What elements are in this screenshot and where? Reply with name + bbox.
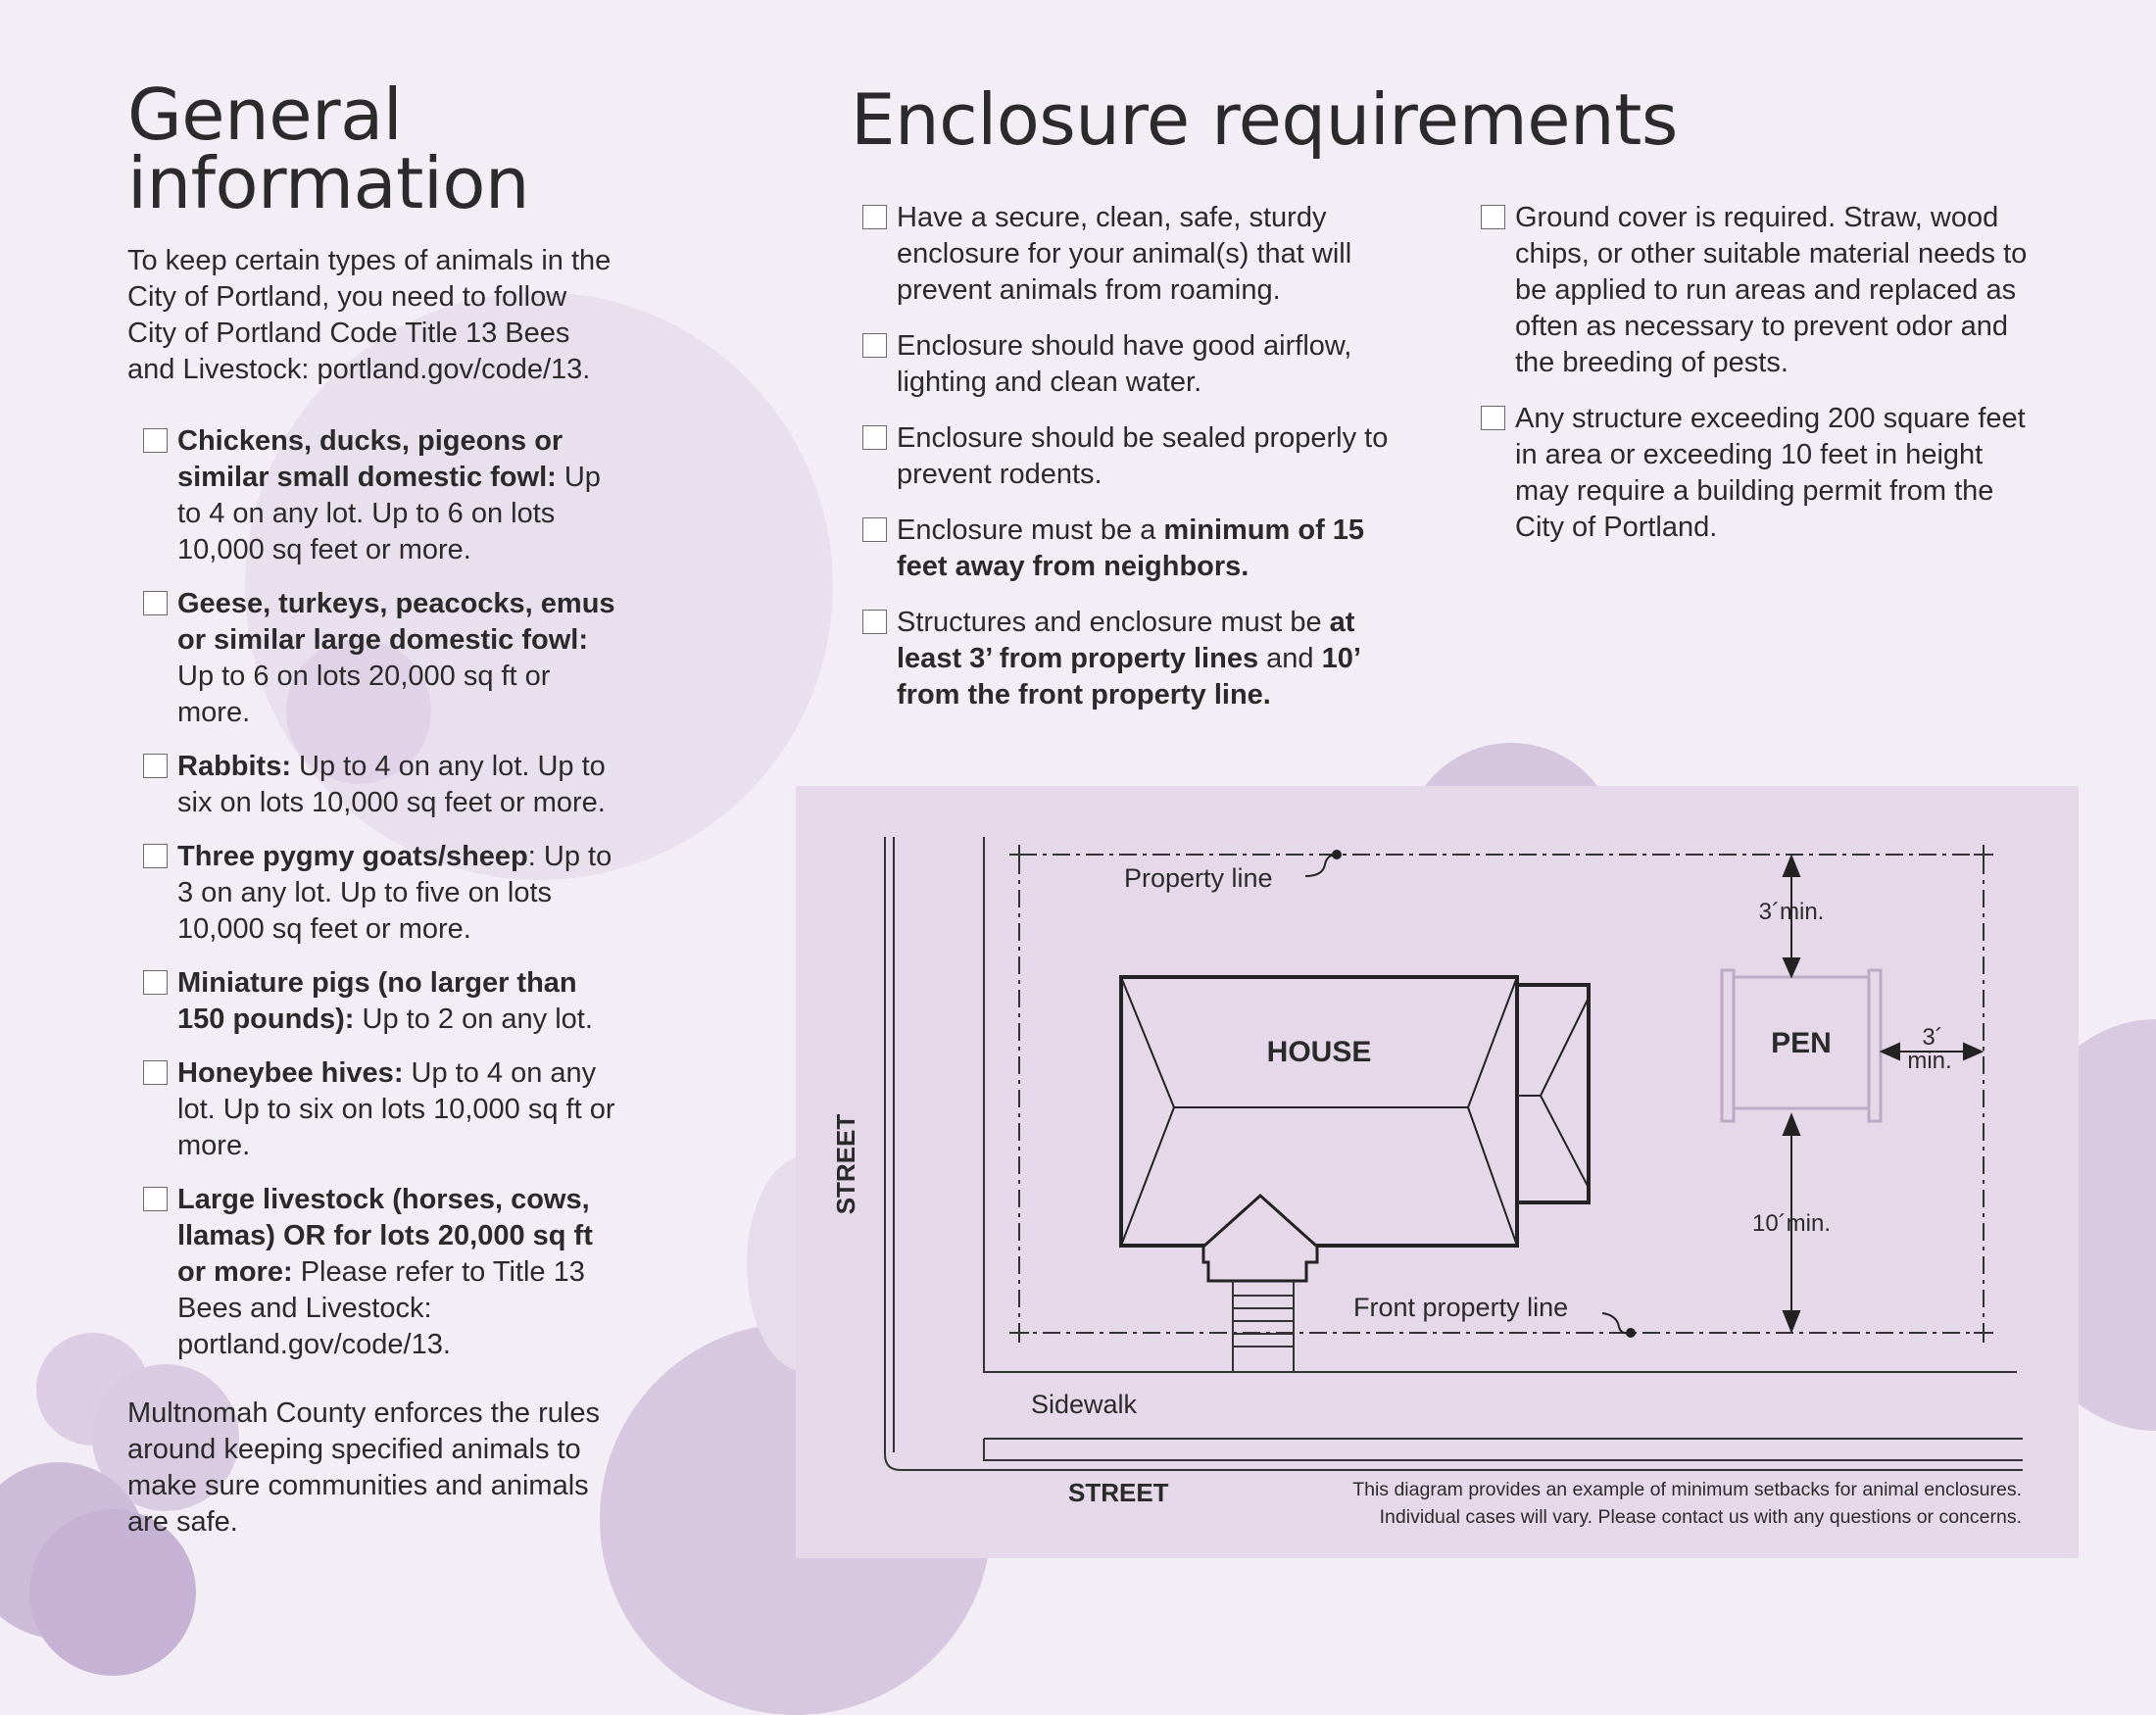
front-property-line-label: Front property line <box>1353 1293 1569 1322</box>
corner-mark <box>1974 845 1993 864</box>
checkbox-icon[interactable] <box>143 1187 168 1211</box>
checkbox-icon[interactable] <box>143 844 168 868</box>
item-text: Enclosure should be sealed properly to prevent rodents. <box>897 422 1389 490</box>
list-item <box>127 1055 625 1164</box>
item-bold-text: 10’ from the front property line. <box>897 643 1360 710</box>
sidewalk-edge-line <box>984 1439 2023 1460</box>
item-text: Have a secure, clean, safe, sturdy enclosure for your animal(s) that will prevent animals from roaming. <box>897 202 1352 306</box>
property-line-label: Property line <box>1124 863 1273 893</box>
item-bold-text: at least 3’ from property lines <box>897 607 1355 674</box>
list-item <box>1465 401 2034 546</box>
item-text: Up to 2 on any lot. <box>354 1004 593 1035</box>
street-curb-line <box>885 837 2023 1470</box>
leader-lines <box>1305 855 1631 1333</box>
item-bold-label: Honeybee hives: <box>177 1057 404 1089</box>
property-line-dot <box>1332 850 1342 859</box>
checkbox-icon[interactable] <box>143 970 168 995</box>
corner-mark <box>1009 845 1029 864</box>
item-text: : Up to 3 on any lot. Up to five on lots 10,000 sq feet or more. <box>177 841 612 945</box>
general-information-heading <box>127 74 676 224</box>
item-text: Ground cover is required. Straw, wood chips, or other suitable material needs to be applied to run areas and replaced as often as necessary to prevent odor and the breeding of pests. <box>1515 202 2028 378</box>
item-text: Up to 4 on any lot. Up to six on lots 10,000 sq feet or more. <box>177 751 606 818</box>
item-text: Any structure exceeding 200 square feet in area or exceeding 10 feet in height may require a building permit from the City of Portland. <box>1515 403 2026 543</box>
item-text: Enclosure should have good airflow, lighting and clean water. <box>897 330 1352 398</box>
pen-label: PEN <box>1771 1027 1832 1059</box>
sidewalk-label: Sidewalk <box>1031 1390 1138 1419</box>
enclosure-requirements-heading: Enclosure requirements <box>851 78 1678 161</box>
list-item <box>1465 200 2034 381</box>
list-item <box>127 749 625 821</box>
item-bold-label: Large livestock (horses, cows, llamas) OR for lots 20,000 sq ft or more: <box>177 1184 593 1288</box>
note-line: This diagram provides an example of minimum setbacks for animal enclosures. <box>1352 1479 2022 1500</box>
item-text: Structures and enclosure must be <box>897 607 1330 638</box>
item-text: Up to 6 on lots 20,000 sq ft or more. <box>177 661 551 728</box>
checkbox-icon[interactable] <box>862 333 887 358</box>
item-bold-label: Geese, turkeys, peacocks, emus or similar large domestic fowl: <box>177 588 615 656</box>
list-item <box>847 605 1396 713</box>
list-item <box>847 328 1396 401</box>
checkbox-icon[interactable] <box>862 610 887 634</box>
list-item <box>127 839 625 948</box>
list-item <box>127 965 625 1038</box>
top-setback-label: 3´min. <box>1758 899 1825 925</box>
checkbox-icon[interactable] <box>143 1060 168 1085</box>
list-item <box>847 420 1396 493</box>
item-text: Up to 4 on any lot. Up to 6 on lots 10,000 sq feet or more. <box>177 462 601 565</box>
checkbox-icon[interactable] <box>143 591 168 615</box>
list-item <box>127 586 625 731</box>
house-entry <box>1203 1196 1317 1281</box>
front-setback-label: 10´min. <box>1751 1210 1832 1237</box>
item-text: Enclosure must be a <box>897 514 1164 546</box>
list-item <box>127 423 625 568</box>
item-text: Up to 4 on any lot. Up to six on lots 10,000 sq ft or more. <box>177 1057 615 1161</box>
animal-limits-list <box>127 423 625 1381</box>
setback-diagram-svg <box>796 786 2079 1558</box>
closing-paragraph: Multnomah County enforces the rules around keeping specified animals to make sure communities and animals are safe. <box>127 1397 600 1538</box>
corner-mark <box>1974 1323 1993 1343</box>
item-bold-text: minimum of 15 feet away from neighbors. <box>897 514 1365 582</box>
heading-line: information <box>127 142 530 224</box>
house-outline <box>1121 977 1589 1305</box>
item-bold-label: Miniature pigs (no larger than 150 pounds): <box>177 967 577 1035</box>
enclosure-checklist-col2 <box>1465 200 2034 565</box>
item-text: and <box>1258 643 1322 674</box>
dimension-arrows <box>1784 857 1982 1331</box>
house-label: HOUSE <box>1266 1036 1372 1068</box>
list-item <box>847 200 1396 309</box>
checkbox-icon[interactable] <box>862 205 887 229</box>
intro-paragraph: To keep certain types of animals in the City of Portland, you need to follow City of Portland Code Title 13 Bees and Livestock: portland.gov/code/13. <box>127 245 612 385</box>
checkbox-icon[interactable] <box>862 517 887 542</box>
street-bottom-label: STREET <box>1068 1478 1169 1507</box>
front-line-dot <box>1626 1328 1636 1338</box>
side-setback-unit: min. <box>1907 1048 1952 1074</box>
checkbox-icon[interactable] <box>1481 205 1505 229</box>
checkbox-icon[interactable] <box>143 428 168 453</box>
item-bold-label: Chickens, ducks, pigeons or similar small domestic fowl: <box>177 425 564 493</box>
note-line: Individual cases will vary. Please contact us with any questions or concerns. <box>1379 1506 2022 1528</box>
corner-mark <box>1009 1323 1029 1343</box>
checkbox-icon[interactable] <box>862 425 887 450</box>
side-setback-number: 3´ <box>1922 1024 1943 1051</box>
heading-line: General <box>127 74 403 156</box>
property-line <box>1019 855 1984 1333</box>
diagram-note <box>1352 1476 2022 1531</box>
enclosure-checklist-col1 <box>847 200 1396 733</box>
item-bold-label: Three pygmy goats/sheep <box>177 841 528 872</box>
item-bold-label: Rabbits: <box>177 751 291 782</box>
checkbox-icon[interactable] <box>1481 406 1505 430</box>
list-item <box>847 513 1396 585</box>
item-text: Please refer to Title 13 Bees and Livestock: portland.gov/code/13. <box>177 1256 585 1360</box>
street-side-label: STREET <box>831 1113 860 1215</box>
setback-diagram <box>796 786 2079 1558</box>
checkbox-icon[interactable] <box>143 754 168 778</box>
list-item <box>127 1182 625 1363</box>
